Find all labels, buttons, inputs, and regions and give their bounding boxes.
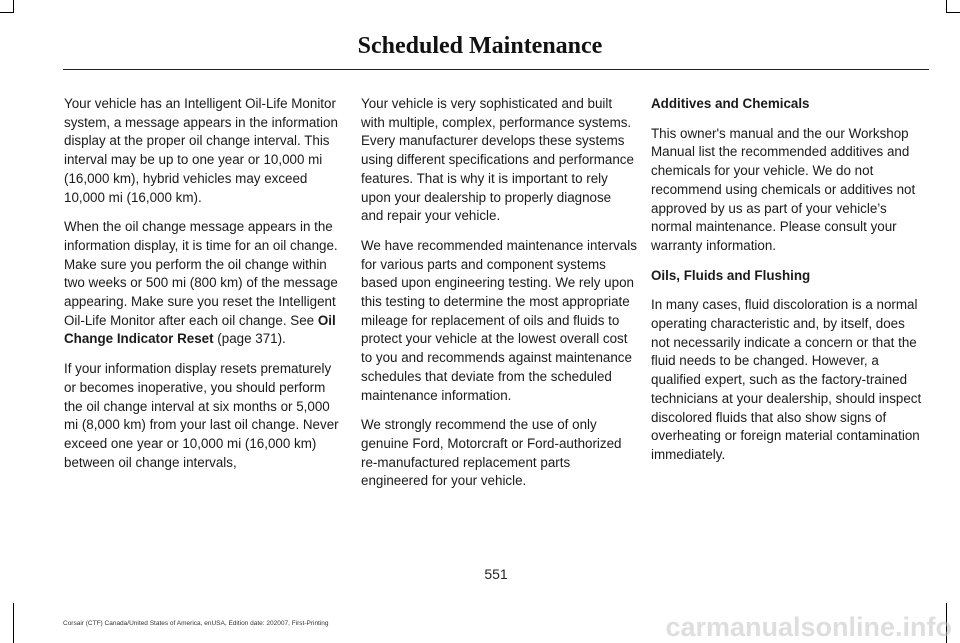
section-heading: Additives and Chemicals — [651, 96, 810, 111]
paragraph: In many cases, fluid discoloration is a normal operating characteristic and, by itself, does not necessarily indicate a concern or that the fluid needs to be changed. However, a qualified expert, such as the factory-trained technicians at your dealership, should inspect discolored fluids that also show signs of overheating or foreign material contamination immediately. — [651, 297, 922, 462]
crop-mark — [946, 0, 947, 13]
page-number: 551 — [484, 566, 508, 582]
header-divider — [63, 69, 929, 70]
paragraph: This owner's manual and the our Workshop Manual list the recommended additives and chemicals for your vehicle. We do not recommend using chemicals or additives not approved by us as part of your vehicle’s normal maintenance. Please consult your warranty information. — [651, 125, 916, 253]
oil-change-indicator-reset-link[interactable]: Oil Change Indicator Reset — [64, 312, 336, 347]
column-right — [651, 95, 927, 476]
paragraph: Your vehicle has an Intelligent Oil-Life Monitor system, a message appears in the information display at the proper oil change interval. This interval may be up to one year or 10,000 mi (16,000 km), hybrid vehicles may exceed 10,000 mi (16,000 km). — [64, 96, 338, 205]
paragraph — [64, 218, 340, 349]
watermark: carmanualsonline.info — [665, 612, 952, 642]
edition-footer: Corsair (CTF) Canada/United States of America, enUSA, Edition date: 202007, First-Printing — [63, 620, 329, 627]
crop-mark — [0, 12, 14, 13]
column-left — [64, 95, 340, 483]
section-heading: Oils, Fluids and Flushing — [651, 267, 811, 283]
page-title: Scheduled Maintenance — [357, 33, 603, 59]
paragraph-text: When the oil change message appears in the information display, it is time for an oil change. Make sure you perform the oil change within two weeks or 500 mi (800 km) of the message appearing. Make sure you reset the Intelligent Oil-Life Monitor after each oil change. See — [64, 219, 338, 328]
paragraph: We strongly recommend the use of only genuine Ford, Motorcraft or Ford-authorized re-manufactured replacement parts engineered for your vehicle. — [361, 417, 622, 489]
crop-mark — [13, 0, 14, 13]
page-reference: (page 371). — [213, 331, 286, 347]
crop-mark — [13, 603, 14, 643]
column-middle — [361, 95, 637, 502]
crop-mark — [946, 12, 960, 13]
paragraph: Your vehicle is very sophisticated and built with multiple, complex, performance systems. Every manufacturer develops these systems using different specifications and performance features. That is why it is important to rely upon your dealership to properly diagnose and repair your vehicle. — [361, 96, 634, 224]
paragraph: We have recommended maintenance intervals for various parts and component systems based upon engineering testing. We rely upon this testing to determine the most appropriate mileage for replacement of oils and fluids to protect your vehicle at the lowest overall cost to you and recommends against maintenance schedules that deviate from the scheduled maintenance information. — [361, 237, 637, 403]
paragraph: If your information display resets prematurely or becomes inoperative, you should perform the oil change interval at six months or 5,000 mi (8,000 km) from your last oil change. Never exceed one year or 10,000 mi (16,000 km) between oil change intervals, — [64, 361, 339, 470]
